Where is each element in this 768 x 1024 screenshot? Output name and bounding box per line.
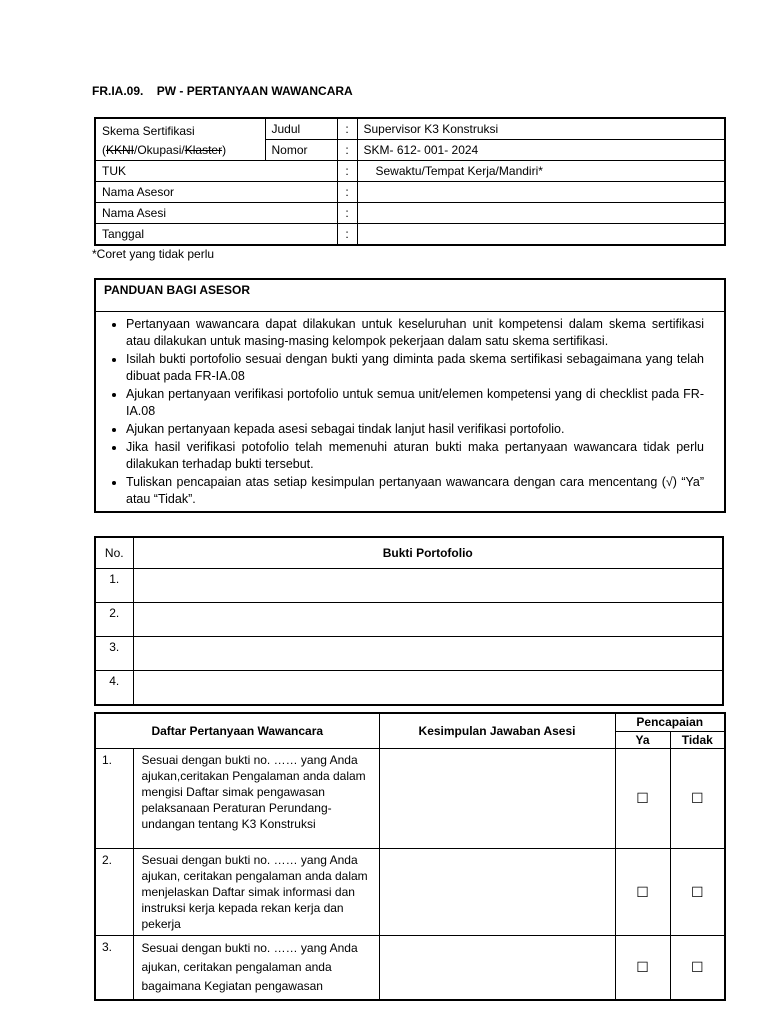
no-header: No. [95,537,133,569]
answer-field[interactable] [379,935,615,1000]
nama-asesi-label: Nama Asesi [95,203,337,224]
answer-field[interactable] [379,748,615,848]
nama-asesi-field[interactable] [357,203,725,224]
table-row [95,748,725,848]
assessor-guide-box [94,278,726,513]
no-checkbox[interactable]: ☐ [670,935,725,1000]
colon: : [337,224,357,246]
row-number: 4. [95,671,133,706]
guide-list [96,312,724,511]
guide-title: PANDUAN BAGI ASESOR [96,280,724,312]
question-text: Sesuai dengan bukti no. …… yang Anda ajukan, ceritakan pengalaman anda dalam menjelaskan Daftar simak informasi dan instruksi kerja kepada rekan kerja dan pekerja [133,848,379,935]
row-number: 1. [95,569,133,603]
yes-checkbox[interactable]: ☐ [615,748,670,848]
bukti-field[interactable] [133,637,723,671]
judul-value[interactable]: Supervisor K3 Konstruksi [357,118,725,140]
question-text: Sesuai dengan bukti no. …… yang Anda ajukan, ceritakan pengalaman anda bagaimana Kegiatan pengawasan [133,935,379,1000]
guide-item: • Pertanyaan wawancara dapat dilakukan untuk keseluruhan unit kompetensi dalam skema sertifikasi atau dilakukan untuk masing-masing kelompok pekerjaan dalam satu skema sertifikasi. [126,316,704,350]
table-row [95,848,725,935]
row-number: 3. [95,935,133,1000]
no-header: Tidak [670,731,725,748]
colon: : [337,118,357,140]
tuk-label: TUK [95,161,337,182]
guide-item: • Tuliskan pencapaian atas setiap kesimpulan pertanyaan wawancara dengan cara mencentang (√) “Ya” atau “Tidak”. [126,474,704,508]
colon: : [337,161,357,182]
yes-checkbox[interactable]: ☐ [615,935,670,1000]
row-number: 2. [95,848,133,935]
no-checkbox[interactable]: ☐ [670,848,725,935]
nomor-label: Nomor [265,140,337,161]
row-number: 1. [95,748,133,848]
row-number: 3. [95,637,133,671]
guide-item: • Jika hasil verifikasi potofolio telah memenuhi aturan bukti maka pertanyaan wawancara tidak perlu dilakukan terhadap bukti tersebut. [126,439,704,473]
colon: : [337,182,357,203]
page-title [92,84,353,98]
bukti-header: Bukti Portofolio [133,537,723,569]
yes-header: Ya [615,731,670,748]
table-row [95,637,723,671]
klaster-struck: Klaster [184,142,223,157]
bukti-field[interactable] [133,671,723,706]
portfolio-table [94,536,724,706]
guide-item: • Isilah bukti portofolio sesuai dengan bukti yang diminta pada skema sertifikasi sebagaimana yang telah dibuat pada FR-IA.08 [126,351,704,385]
achievement-header: Pencapaian [615,713,725,731]
strike-note: *Coret yang tidak perlu [92,247,215,261]
nomor-value[interactable]: SKM- 612- 001- 2024 [357,140,725,161]
colon: : [337,140,357,161]
row-number: 2. [95,603,133,637]
kkni-struck: KKNI [106,142,135,157]
bukti-field[interactable] [133,603,723,637]
table-row [95,671,723,706]
tanggal-label: Tanggal [95,224,337,246]
question-text: Sesuai dengan bukti no. …… yang Anda ajukan,ceritakan Pengalaman anda dalam mengisi Daftar simak pengawasan pelaksanaan Peraturan Perundang-undangan tentang K3 Konstruksi [133,748,379,848]
nama-asesor-field[interactable] [357,182,725,203]
questions-header: Daftar Pertanyaan Wawancara [95,713,379,748]
bukti-field[interactable] [133,569,723,603]
judul-label: Judul [265,118,337,140]
scheme-label: Skema Sertifikasi [102,123,195,138]
tanggal-field[interactable] [357,224,725,246]
scheme-sub-label: (KKNI/Okupasi/Klaster) [102,142,227,157]
answer-field[interactable] [379,848,615,935]
guide-item: • Ajukan pertanyaan kepada asesi sebagai tindak lanjut hasil verifikasi portofolio. [126,421,704,438]
guide-item: • Ajukan pertanyaan verifikasi portofolio untuk semua unit/elemen kompetensi yang di checklist pada FR-IA.08 [126,386,704,420]
form-title: PW - PERTANYAAN WAWANCARA [156,84,353,98]
nama-asesor-label: Nama Asesor [95,182,337,203]
tuk-value[interactable]: Sewaktu/Tempat Kerja/Mandiri* [357,161,725,182]
no-checkbox[interactable]: ☐ [670,748,725,848]
table-row [95,603,723,637]
colon: : [337,203,357,224]
answer-header: Kesimpulan Jawaban Asesi [379,713,615,748]
form-code: FR.IA.09. [92,84,144,98]
scheme-label-cell [95,118,265,161]
table-row [95,935,725,1000]
yes-checkbox[interactable]: ☐ [615,848,670,935]
scheme-info-table [94,117,726,246]
table-row [95,569,723,603]
interview-table [94,712,726,1001]
